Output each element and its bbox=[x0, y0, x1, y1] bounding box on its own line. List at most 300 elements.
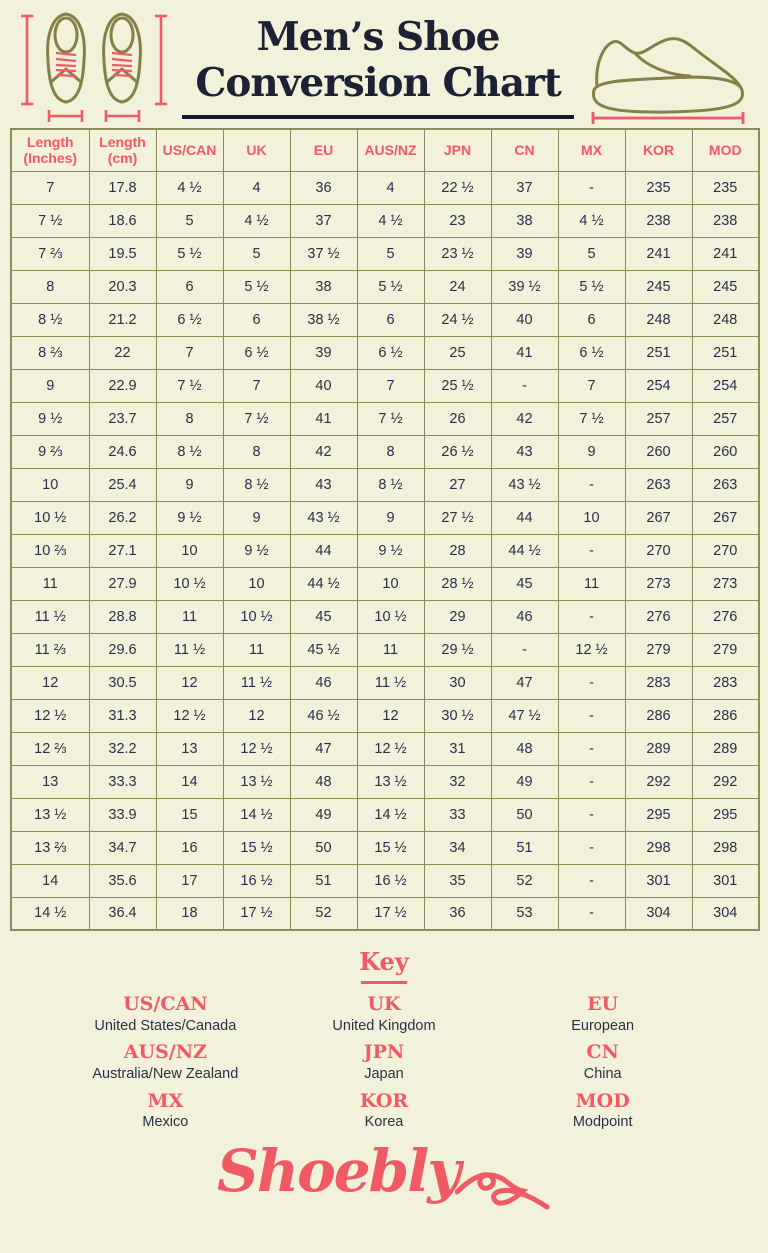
table-cell: 25 bbox=[424, 336, 491, 369]
table-row bbox=[11, 567, 759, 600]
table-cell: 21.2 bbox=[89, 303, 156, 336]
table-cell: 9 ½ bbox=[11, 402, 89, 435]
table-cell: 51 bbox=[290, 864, 357, 897]
table-cell: 31.3 bbox=[89, 699, 156, 732]
table-cell: 6 ½ bbox=[156, 303, 223, 336]
table-cell: 4 bbox=[357, 171, 424, 204]
table-cell: 48 bbox=[290, 765, 357, 798]
table-cell: 7 ½ bbox=[357, 402, 424, 435]
table-cell: - bbox=[558, 831, 625, 864]
column-header: MOD bbox=[692, 129, 759, 171]
table-cell: 11 ½ bbox=[11, 600, 89, 633]
table-cell: 5 bbox=[558, 237, 625, 270]
table-cell: 6 ½ bbox=[357, 336, 424, 369]
table-cell: 7 ⅔ bbox=[11, 237, 89, 270]
table-cell: 301 bbox=[692, 864, 759, 897]
table-cell: 11 ⅔ bbox=[11, 633, 89, 666]
table-cell: 4 ½ bbox=[223, 204, 290, 237]
key-abbr: MOD bbox=[575, 1089, 630, 1112]
table-cell: 254 bbox=[692, 369, 759, 402]
table-cell: 9 ½ bbox=[357, 534, 424, 567]
table-cell: 37 ½ bbox=[290, 237, 357, 270]
table-row bbox=[11, 699, 759, 732]
table-cell: 8 bbox=[11, 270, 89, 303]
table-cell: 9 ½ bbox=[156, 501, 223, 534]
table-cell: 43 ½ bbox=[491, 468, 558, 501]
table-cell: 50 bbox=[491, 798, 558, 831]
table-cell: 15 bbox=[156, 798, 223, 831]
table-cell: 29 ½ bbox=[424, 633, 491, 666]
table-row bbox=[11, 468, 759, 501]
table-cell: 46 bbox=[290, 666, 357, 699]
table-cell: 35.6 bbox=[89, 864, 156, 897]
table-cell: 12 ½ bbox=[357, 732, 424, 765]
table-cell: 5 ½ bbox=[357, 270, 424, 303]
table-cell: 289 bbox=[692, 732, 759, 765]
footer bbox=[0, 1136, 768, 1221]
table-cell: 276 bbox=[692, 600, 759, 633]
table-cell: 30.5 bbox=[89, 666, 156, 699]
table-cell: 13 bbox=[156, 732, 223, 765]
table-cell: 6 bbox=[156, 270, 223, 303]
table-cell: 44 bbox=[290, 534, 357, 567]
table-cell: 9 bbox=[558, 435, 625, 468]
table-cell: 12 bbox=[357, 699, 424, 732]
table-cell: 8 bbox=[357, 435, 424, 468]
table-cell: 9 bbox=[11, 369, 89, 402]
table-cell: 304 bbox=[692, 897, 759, 930]
table-cell: 22.9 bbox=[89, 369, 156, 402]
table-cell: 23 bbox=[424, 204, 491, 237]
table-cell: 8 ½ bbox=[223, 468, 290, 501]
table-cell: 245 bbox=[625, 270, 692, 303]
table-cell: - bbox=[558, 534, 625, 567]
table-cell: 7 bbox=[156, 336, 223, 369]
table-cell: 43 ½ bbox=[290, 501, 357, 534]
table-cell: 251 bbox=[625, 336, 692, 369]
table-cell: - bbox=[491, 369, 558, 402]
table-cell: 241 bbox=[625, 237, 692, 270]
key-entry bbox=[56, 994, 275, 1035]
table-cell: 301 bbox=[625, 864, 692, 897]
table-cell: 34.7 bbox=[89, 831, 156, 864]
key-entry bbox=[275, 994, 494, 1035]
key-full-name: Mexico bbox=[142, 1114, 189, 1131]
table-cell: 39 bbox=[491, 237, 558, 270]
table-row bbox=[11, 402, 759, 435]
table-cell: 13 ½ bbox=[11, 798, 89, 831]
table-cell: 304 bbox=[625, 897, 692, 930]
table-cell: 22 ½ bbox=[424, 171, 491, 204]
key-full-name: China bbox=[583, 1066, 622, 1083]
table-cell: 10 bbox=[156, 534, 223, 567]
table-cell: 12 ½ bbox=[156, 699, 223, 732]
table-cell: 41 bbox=[290, 402, 357, 435]
table-cell: 5 ½ bbox=[223, 270, 290, 303]
table-row bbox=[11, 204, 759, 237]
table-cell: 12 bbox=[223, 699, 290, 732]
table-row bbox=[11, 534, 759, 567]
table-cell: 9 ½ bbox=[223, 534, 290, 567]
table-row bbox=[11, 798, 759, 831]
table-cell: 289 bbox=[625, 732, 692, 765]
key-entry bbox=[493, 1091, 712, 1132]
table-cell: 298 bbox=[692, 831, 759, 864]
table-cell: 10 bbox=[357, 567, 424, 600]
table-cell: 273 bbox=[625, 567, 692, 600]
title-line-2: Conversion Chart bbox=[195, 60, 561, 107]
table-cell: 27.9 bbox=[89, 567, 156, 600]
table-cell: 12 ½ bbox=[223, 732, 290, 765]
shoelace-flourish-icon bbox=[455, 1168, 551, 1221]
table-cell: 23 ½ bbox=[424, 237, 491, 270]
table-cell: 17 ½ bbox=[223, 897, 290, 930]
table-cell: 22 bbox=[89, 336, 156, 369]
column-header: CN bbox=[491, 129, 558, 171]
table-cell: 24 ½ bbox=[424, 303, 491, 336]
table-cell: 4 ½ bbox=[357, 204, 424, 237]
table-cell: 37 bbox=[491, 171, 558, 204]
key-entry bbox=[493, 994, 712, 1035]
table-cell: 7 ½ bbox=[223, 402, 290, 435]
table-cell: 5 bbox=[223, 237, 290, 270]
table-cell: 11 ½ bbox=[156, 633, 223, 666]
table-cell: 7 bbox=[357, 369, 424, 402]
table-cell: - bbox=[558, 699, 625, 732]
table-cell: 263 bbox=[625, 468, 692, 501]
table-cell: 11 ½ bbox=[357, 666, 424, 699]
table-cell: 4 ½ bbox=[558, 204, 625, 237]
table-cell: 12 ⅔ bbox=[11, 732, 89, 765]
table-cell: 248 bbox=[625, 303, 692, 336]
table-cell: 286 bbox=[625, 699, 692, 732]
table-cell: 50 bbox=[290, 831, 357, 864]
table-cell: 14 ½ bbox=[357, 798, 424, 831]
table-cell: 276 bbox=[625, 600, 692, 633]
table-cell: 52 bbox=[491, 864, 558, 897]
table-cell: 36.4 bbox=[89, 897, 156, 930]
key-abbr: US/CAN bbox=[123, 993, 208, 1015]
table-row bbox=[11, 336, 759, 369]
table-cell: 267 bbox=[692, 501, 759, 534]
table-cell: 13 bbox=[11, 765, 89, 798]
table-cell: 27 bbox=[424, 468, 491, 501]
table-cell: - bbox=[558, 897, 625, 930]
table-cell: 46 ½ bbox=[290, 699, 357, 732]
column-header: US/CAN bbox=[156, 129, 223, 171]
table-section bbox=[0, 128, 768, 931]
table-row bbox=[11, 864, 759, 897]
table-cell: 7 bbox=[223, 369, 290, 402]
table-cell: 23.7 bbox=[89, 402, 156, 435]
table-cell: 10 ⅔ bbox=[11, 534, 89, 567]
table-cell: 5 ½ bbox=[558, 270, 625, 303]
table-row bbox=[11, 303, 759, 336]
table-cell: 17 bbox=[156, 864, 223, 897]
title-underline bbox=[182, 115, 574, 119]
table-cell: 7 bbox=[558, 369, 625, 402]
table-cell: 8 ½ bbox=[357, 468, 424, 501]
key-title-underline bbox=[361, 981, 407, 984]
table-cell: 18 bbox=[156, 897, 223, 930]
table-cell: 48 bbox=[491, 732, 558, 765]
table-cell: 36 bbox=[290, 171, 357, 204]
table-cell: 45 ½ bbox=[290, 633, 357, 666]
table-cell: 10 ½ bbox=[11, 501, 89, 534]
key-abbr: JPN bbox=[363, 1041, 405, 1064]
column-header: Length (Inches) bbox=[11, 129, 89, 171]
table-cell: 27 ½ bbox=[424, 501, 491, 534]
key-full-name: Korea bbox=[364, 1114, 404, 1131]
table-cell: 33.3 bbox=[89, 765, 156, 798]
column-header: MX bbox=[558, 129, 625, 171]
table-cell: 29.6 bbox=[89, 633, 156, 666]
table-cell: 44 ½ bbox=[491, 534, 558, 567]
column-header: AUS/NZ bbox=[357, 129, 424, 171]
table-cell: 16 ½ bbox=[357, 864, 424, 897]
table-cell: 49 bbox=[491, 765, 558, 798]
table-cell: 26 bbox=[424, 402, 491, 435]
table-cell: 16 bbox=[156, 831, 223, 864]
table-cell: - bbox=[558, 732, 625, 765]
table-cell: 40 bbox=[290, 369, 357, 402]
table-cell: 40 bbox=[491, 303, 558, 336]
table-cell: 44 ½ bbox=[290, 567, 357, 600]
table-cell: 283 bbox=[625, 666, 692, 699]
column-header: UK bbox=[223, 129, 290, 171]
key-abbr: KOR bbox=[359, 1089, 409, 1112]
table-cell: 39 bbox=[290, 336, 357, 369]
table-cell: 248 bbox=[692, 303, 759, 336]
table-cell: 5 bbox=[357, 237, 424, 270]
table-cell: 238 bbox=[692, 204, 759, 237]
table-cell: 251 bbox=[692, 336, 759, 369]
table-cell: 13 ⅔ bbox=[11, 831, 89, 864]
table-cell: 12 ½ bbox=[11, 699, 89, 732]
table-cell: 295 bbox=[625, 798, 692, 831]
table-cell: 45 bbox=[290, 600, 357, 633]
table-cell: 8 ⅔ bbox=[11, 336, 89, 369]
table-cell: 32.2 bbox=[89, 732, 156, 765]
table-cell: 8 ½ bbox=[156, 435, 223, 468]
table-body bbox=[11, 171, 759, 930]
table-cell: 286 bbox=[692, 699, 759, 732]
table-row bbox=[11, 600, 759, 633]
table-cell: 26 ½ bbox=[424, 435, 491, 468]
table-cell: 5 ½ bbox=[156, 237, 223, 270]
table-row bbox=[11, 435, 759, 468]
table-row bbox=[11, 666, 759, 699]
table-cell: 4 ½ bbox=[156, 171, 223, 204]
key-entry bbox=[275, 1042, 494, 1083]
table-cell: 24.6 bbox=[89, 435, 156, 468]
table-cell: 51 bbox=[491, 831, 558, 864]
table-cell: - bbox=[558, 864, 625, 897]
table-cell: 8 ½ bbox=[11, 303, 89, 336]
table-cell: 292 bbox=[625, 765, 692, 798]
table-cell: 14 ½ bbox=[223, 798, 290, 831]
table-cell: 17.8 bbox=[89, 171, 156, 204]
title-line-1: Men’s Shoe bbox=[256, 14, 500, 60]
table-cell: 10 ½ bbox=[156, 567, 223, 600]
key-section bbox=[0, 947, 768, 1132]
key-abbr: UK bbox=[367, 993, 401, 1015]
table-cell: 10 bbox=[558, 501, 625, 534]
brand-logo-text: Shoebly bbox=[217, 1136, 459, 1205]
table-cell: - bbox=[558, 171, 625, 204]
table-cell: 15 ½ bbox=[223, 831, 290, 864]
key-full-name: Japan bbox=[364, 1066, 404, 1083]
key-abbr: MX bbox=[147, 1089, 184, 1112]
table-cell: 283 bbox=[692, 666, 759, 699]
table-cell: 7 ½ bbox=[11, 204, 89, 237]
table-cell: 7 ½ bbox=[558, 402, 625, 435]
table-row bbox=[11, 171, 759, 204]
table-cell: 28 ½ bbox=[424, 567, 491, 600]
table-cell: 37 bbox=[290, 204, 357, 237]
table-cell: 235 bbox=[625, 171, 692, 204]
table-cell: 6 ½ bbox=[558, 336, 625, 369]
table-cell: 5 bbox=[156, 204, 223, 237]
shoe-pair-top-view-measure-icon bbox=[18, 8, 170, 131]
table-cell: 9 bbox=[156, 468, 223, 501]
table-cell: 26.2 bbox=[89, 501, 156, 534]
table-cell: 257 bbox=[692, 402, 759, 435]
page-title bbox=[170, 14, 586, 119]
table-cell: 10 bbox=[11, 468, 89, 501]
table-cell: 292 bbox=[692, 765, 759, 798]
table-cell: 28 bbox=[424, 534, 491, 567]
table-cell: 38 ½ bbox=[290, 303, 357, 336]
table-row bbox=[11, 369, 759, 402]
table-cell: 235 bbox=[692, 171, 759, 204]
sneaker-side-measure-icon bbox=[586, 20, 750, 129]
table-cell: - bbox=[558, 798, 625, 831]
key-full-name: European bbox=[571, 1017, 635, 1034]
table-cell: 4 bbox=[223, 171, 290, 204]
table-cell: 14 bbox=[156, 765, 223, 798]
key-title: Key bbox=[359, 947, 409, 976]
table-cell: 36 bbox=[424, 897, 491, 930]
key-full-name: United Kingdom bbox=[332, 1017, 436, 1034]
page-header bbox=[0, 0, 768, 128]
table-cell: 38 bbox=[491, 204, 558, 237]
column-header: JPN bbox=[424, 129, 491, 171]
table-cell: 6 bbox=[223, 303, 290, 336]
table-cell: 267 bbox=[625, 501, 692, 534]
key-abbr: EU bbox=[587, 993, 619, 1015]
key-full-name: Australia/New Zealand bbox=[92, 1066, 239, 1083]
table-cell: 8 bbox=[156, 402, 223, 435]
table-header-row bbox=[11, 129, 759, 171]
table-cell: 32 bbox=[424, 765, 491, 798]
table-cell: 11 bbox=[558, 567, 625, 600]
table-cell: 270 bbox=[625, 534, 692, 567]
table-cell: 254 bbox=[625, 369, 692, 402]
table-cell: 14 bbox=[11, 864, 89, 897]
table-cell: 298 bbox=[625, 831, 692, 864]
table-cell: - bbox=[558, 666, 625, 699]
table-cell: 7 ½ bbox=[156, 369, 223, 402]
table-cell: 53 bbox=[491, 897, 558, 930]
table-cell: 279 bbox=[625, 633, 692, 666]
key-abbr: AUS/NZ bbox=[123, 1041, 207, 1064]
table-cell: 257 bbox=[625, 402, 692, 435]
table-cell: 260 bbox=[625, 435, 692, 468]
table-cell: 41 bbox=[491, 336, 558, 369]
table-cell: 238 bbox=[625, 204, 692, 237]
table-cell: 43 bbox=[290, 468, 357, 501]
column-header: KOR bbox=[625, 129, 692, 171]
table-row bbox=[11, 501, 759, 534]
table-cell: 47 ½ bbox=[491, 699, 558, 732]
table-cell: 49 bbox=[290, 798, 357, 831]
table-cell: 47 bbox=[491, 666, 558, 699]
table-cell: 12 bbox=[11, 666, 89, 699]
table-cell: 34 bbox=[424, 831, 491, 864]
table-cell: 31 bbox=[424, 732, 491, 765]
table-cell: 12 bbox=[156, 666, 223, 699]
key-grid bbox=[56, 994, 712, 1132]
table-row bbox=[11, 732, 759, 765]
table-row bbox=[11, 831, 759, 864]
table-cell: 9 bbox=[357, 501, 424, 534]
table-cell: 11 bbox=[156, 600, 223, 633]
key-entry bbox=[275, 1091, 494, 1132]
key-entry bbox=[56, 1042, 275, 1083]
table-cell: 43 bbox=[491, 435, 558, 468]
table-cell: 6 bbox=[357, 303, 424, 336]
table-cell: 52 bbox=[290, 897, 357, 930]
table-cell: 279 bbox=[692, 633, 759, 666]
table-cell: 10 ½ bbox=[357, 600, 424, 633]
table-cell: 30 ½ bbox=[424, 699, 491, 732]
table-cell: 241 bbox=[692, 237, 759, 270]
table-cell: 11 bbox=[357, 633, 424, 666]
table-cell: 14 ½ bbox=[11, 897, 89, 930]
table-cell: 38 bbox=[290, 270, 357, 303]
table-cell: 9 ⅔ bbox=[11, 435, 89, 468]
table-cell: 35 bbox=[424, 864, 491, 897]
table-cell: 24 bbox=[424, 270, 491, 303]
table-cell: 12 ½ bbox=[558, 633, 625, 666]
table-row bbox=[11, 765, 759, 798]
table-cell: 15 ½ bbox=[357, 831, 424, 864]
table-cell: - bbox=[558, 600, 625, 633]
table-cell: 9 bbox=[223, 501, 290, 534]
table-cell: 11 bbox=[223, 633, 290, 666]
table-cell: 8 bbox=[223, 435, 290, 468]
table-cell: 6 ½ bbox=[223, 336, 290, 369]
conversion-table bbox=[10, 128, 760, 931]
key-entry bbox=[56, 1091, 275, 1132]
table-cell: - bbox=[558, 468, 625, 501]
table-cell: 42 bbox=[290, 435, 357, 468]
table-cell: 20.3 bbox=[89, 270, 156, 303]
table-cell: 263 bbox=[692, 468, 759, 501]
table-cell: 11 bbox=[11, 567, 89, 600]
table-cell: - bbox=[491, 633, 558, 666]
table-cell: 18.6 bbox=[89, 204, 156, 237]
table-cell: 19.5 bbox=[89, 237, 156, 270]
table-cell: 16 ½ bbox=[223, 864, 290, 897]
table-header-row bbox=[11, 129, 759, 171]
table-cell: 27.1 bbox=[89, 534, 156, 567]
table-cell: 45 bbox=[491, 567, 558, 600]
table-cell: 6 bbox=[558, 303, 625, 336]
table-cell: 47 bbox=[290, 732, 357, 765]
table-cell: 39 ½ bbox=[491, 270, 558, 303]
